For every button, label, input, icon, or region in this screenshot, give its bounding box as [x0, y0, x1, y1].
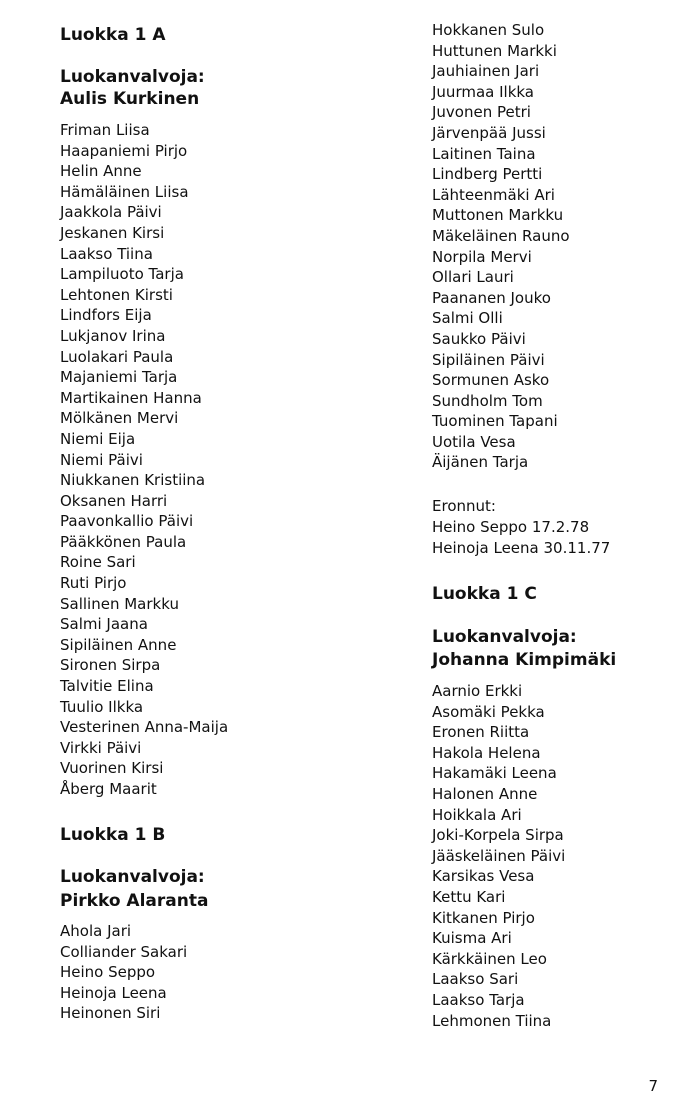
- list-item: Kitkanen Pirjo: [432, 908, 535, 927]
- list-item: Jauhiainen Jari: [432, 62, 540, 81]
- list-item: Ollari Lauri: [432, 268, 514, 287]
- list-item: Heinoja Leena 30.11.77: [432, 538, 611, 557]
- list-item: Uotila Vesa: [432, 432, 516, 451]
- list-item: Paavonkallio Päivi: [60, 512, 194, 531]
- list-item: Sormunen Asko: [432, 371, 550, 390]
- list-item: Juurmaa Ilkka: [432, 82, 534, 101]
- list-item: Åberg Maarit: [60, 780, 157, 798]
- list-item: Äijänen Tarja: [432, 453, 529, 472]
- list-item: Joki-Korpela Sirpa: [432, 826, 564, 845]
- list-item: Friman Liisa: [60, 121, 150, 139]
- list-item: Niemi Eija: [60, 429, 136, 448]
- list-item: Laitinen Taina: [432, 144, 536, 163]
- list-item: Sundholm Tom: [432, 391, 543, 410]
- list-item: Hakamäki Leena: [432, 764, 557, 783]
- class-1a-student-list: [60, 120, 228, 800]
- list-item: Lampiluoto Tarja: [60, 265, 184, 284]
- list-item: Lehtonen Kirsti: [60, 285, 173, 304]
- list-item: Hämäläinen Liisa: [60, 182, 189, 201]
- list-item: Luolakari Paula: [60, 347, 174, 366]
- list-item: Sironen Sirpa: [60, 656, 161, 675]
- list-item: Niemi Päivi: [60, 450, 143, 469]
- list-item: Tuulio Ilkka: [60, 697, 144, 716]
- list-item: Huttunen Markki: [432, 41, 557, 60]
- list-item: Ruti Pirjo: [60, 574, 127, 593]
- class-1a-teacher-label: Luokanvalvoja:: [60, 67, 205, 87]
- list-item: Järvenpää Jussi: [432, 123, 546, 142]
- list-item: Karsikas Vesa: [432, 867, 535, 886]
- list-item: Saukko Päivi: [432, 329, 526, 348]
- list-item: Talvitie Elina: [60, 677, 154, 696]
- list-item: Sipiläinen Päivi: [432, 350, 545, 369]
- list-item: Halonen Anne: [432, 784, 538, 803]
- list-item: Lindberg Pertti: [432, 165, 543, 184]
- list-item: Haapaniemi Pirjo: [60, 141, 188, 160]
- list-item: Lähteenmäki Ari: [432, 185, 555, 204]
- list-item: Mölkänen Mervi: [60, 409, 179, 428]
- class-1a-teacher: Aulis Kurkinen: [60, 89, 200, 109]
- list-item: Jeskanen Kirsi: [60, 223, 165, 242]
- list-item: Ahola Jari: [60, 922, 132, 940]
- list-item: Lindfors Eija: [60, 306, 152, 325]
- list-item: Juvonen Petri: [432, 103, 531, 122]
- list-item: Heinonen Siri: [60, 1004, 161, 1023]
- class-1c-student-list: [432, 681, 565, 1031]
- list-item: Jääskeläinen Päivi: [432, 846, 566, 865]
- list-item: Vuorinen Kirsi: [60, 759, 164, 778]
- list-item: Virkki Päivi: [60, 738, 142, 757]
- list-item: Norpila Mervi: [432, 247, 532, 266]
- list-item: Mäkeläinen Rauno: [432, 226, 570, 245]
- list-item: Salmi Olli: [432, 309, 503, 328]
- list-item: Paananen Jouko: [432, 288, 551, 307]
- list-item: Eronen Riitta: [432, 723, 530, 742]
- class-1b-continued-list: [432, 20, 570, 473]
- list-item: Niukkanen Kristiina: [60, 471, 206, 490]
- class-1c-title: Luokka 1 C: [432, 584, 537, 604]
- list-item: Kärkkäinen Leo: [432, 949, 547, 968]
- list-item: Aarnio Erkki: [432, 682, 523, 700]
- list-item: Laakso Tarja: [432, 990, 525, 1009]
- list-item: Asomäki Pekka: [432, 702, 545, 721]
- list-item: Oksanen Harri: [60, 491, 168, 510]
- list-item: Majaniemi Tarja: [60, 368, 178, 387]
- list-item: Lukjanov Irina: [60, 326, 166, 345]
- class-1b-student-list: [60, 921, 187, 1024]
- list-item: Sipiläinen Anne: [60, 635, 177, 654]
- class-1b-teacher-label: Luokanvalvoja:: [60, 867, 205, 887]
- list-item: Martikainen Hanna: [60, 388, 202, 407]
- list-item: Hakola Helena: [432, 743, 541, 762]
- class-1b-title: Luokka 1 B: [60, 825, 166, 845]
- list-item: Vesterinen Anna-Maija: [60, 718, 229, 737]
- list-item: Hoikkala Ari: [432, 805, 522, 824]
- list-item: Heinoja Leena: [60, 983, 167, 1002]
- list-item: Lehmonen Tiina: [432, 1011, 552, 1030]
- list-item: Kettu Kari: [432, 887, 506, 906]
- list-item: Laakso Sari: [432, 970, 519, 989]
- list-item: Salmi Jaana: [60, 615, 148, 634]
- list-item: Hokkanen Sulo: [432, 21, 545, 39]
- eronnut-label: Eronnut:: [432, 497, 496, 515]
- eronnut-list: [432, 517, 610, 558]
- list-item: Helin Anne: [60, 162, 142, 181]
- list-item: Kuisma Ari: [432, 929, 512, 948]
- page-number: 7: [648, 1077, 658, 1095]
- class-1b-teacher: Pirkko Alaranta: [60, 891, 209, 911]
- list-item: Laakso Tiina: [60, 244, 153, 263]
- class-1c-teacher: Johanna Kimpimäki: [432, 650, 617, 670]
- list-item: Pääkkönen Paula: [60, 532, 187, 551]
- list-item: Muttonen Markku: [432, 206, 564, 225]
- list-item: Tuominen Tapani: [432, 412, 558, 431]
- list-item: Jaakkola Päivi: [60, 203, 162, 222]
- list-item: Roine Sari: [60, 553, 136, 572]
- list-item: Colliander Sakari: [60, 942, 188, 961]
- list-item: Sallinen Markku: [60, 594, 179, 613]
- class-1a-title: Luokka 1 A: [60, 25, 166, 45]
- list-item: Heino Seppo: [60, 963, 156, 982]
- class-1c-teacher-label: Luokanvalvoja:: [432, 627, 577, 647]
- list-item: Heino Seppo 17.2.78: [432, 518, 590, 536]
